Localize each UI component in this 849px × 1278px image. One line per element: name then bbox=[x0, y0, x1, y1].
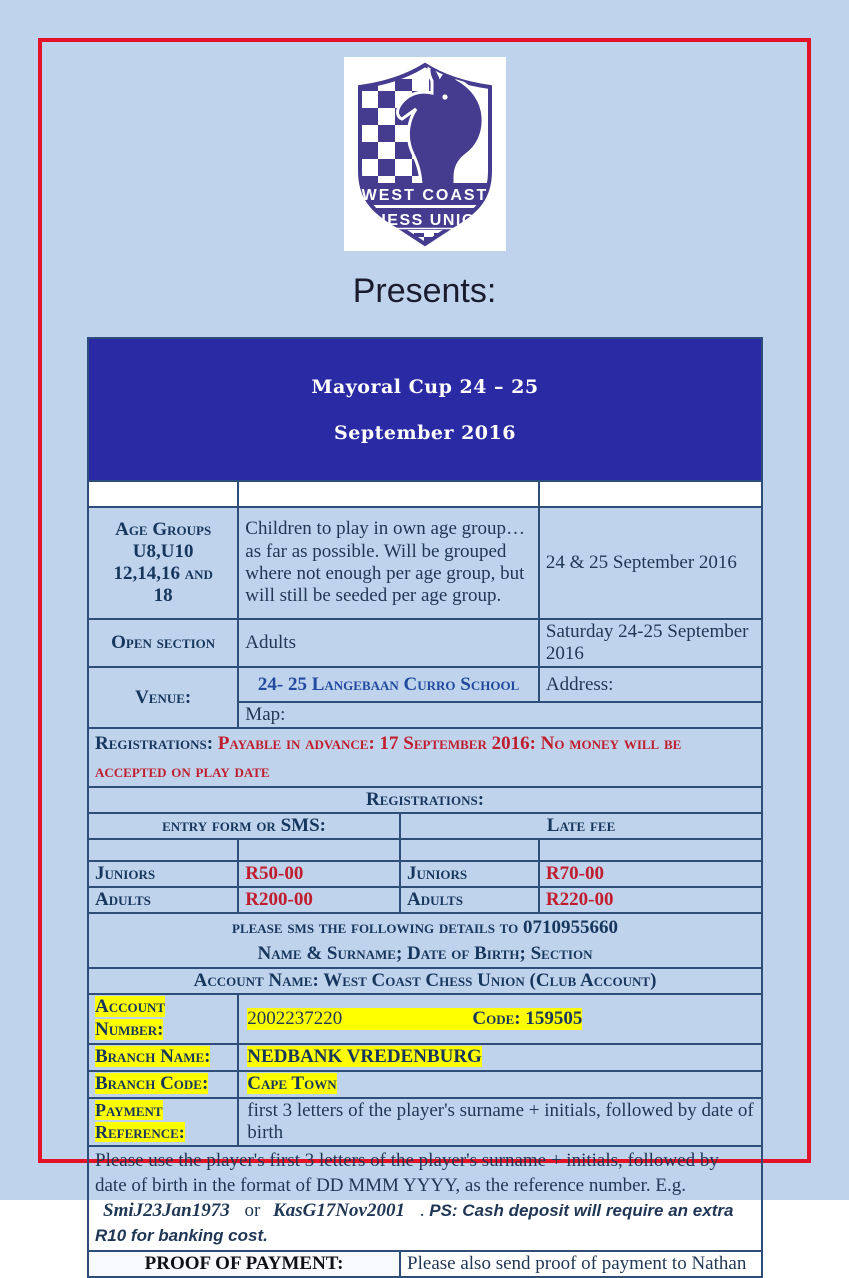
adults-early-fee: R200-00 bbox=[238, 887, 400, 913]
registration-notice bbox=[88, 728, 762, 787]
title-line1: Mayoral Cup 24 – 25 bbox=[311, 375, 539, 398]
account-code: Code: 159505 bbox=[472, 1008, 583, 1030]
branch-name-value: NEDBANK VREDENBURG bbox=[238, 1044, 762, 1071]
fee-empty-cell-1 bbox=[88, 839, 238, 861]
registration-notice-text: Payable in advance: 17 September 2016: No money will be accepted on play date bbox=[95, 733, 682, 782]
logo-text-line2: CHESS UNION bbox=[361, 212, 489, 229]
sms-instruction-line1: please sms the following details to 0710955660 bbox=[232, 917, 618, 939]
note-part3: . bbox=[419, 1200, 430, 1222]
entry-form-column-header: entry form or SMS: bbox=[88, 813, 400, 839]
knight-eye bbox=[442, 94, 447, 99]
venue-label: Venue: bbox=[88, 667, 238, 728]
tournament-table bbox=[87, 337, 763, 1278]
juniors-early-label: Juniors bbox=[88, 861, 238, 887]
juniors-late-label: Juniors bbox=[400, 861, 539, 887]
logo-shield-icon bbox=[344, 57, 506, 251]
adults-early-label: Adults bbox=[88, 887, 238, 913]
open-section-date: Saturday 24-25 September 2016 bbox=[539, 619, 762, 667]
proof-of-payment-text: Please also send proof of payment to Nathan bbox=[400, 1251, 762, 1277]
age-groups-label: Age Groups U8,U10 12,14,16 and 18 bbox=[88, 507, 238, 619]
presents-text: Presents: bbox=[352, 272, 497, 310]
account-number-value: 2002237220 bbox=[247, 1008, 343, 1030]
map-label: Map: bbox=[238, 702, 762, 728]
branch-name-label: Branch Name: bbox=[88, 1044, 238, 1071]
account-number-highlight bbox=[247, 1008, 582, 1030]
account-number-label: Account Number: bbox=[88, 994, 238, 1044]
proof-of-payment-label: PROOF OF PAYMENT: bbox=[88, 1251, 400, 1277]
fee-empty-cell-4 bbox=[539, 839, 762, 861]
reference-note bbox=[88, 1146, 762, 1251]
adults-late-fee: R220-00 bbox=[539, 887, 762, 913]
header-empty-cell-1 bbox=[88, 481, 238, 507]
sms-instructions bbox=[88, 913, 762, 968]
header-empty-cell-2 bbox=[238, 481, 539, 507]
adults-late-label: Adults bbox=[400, 887, 539, 913]
chess-union-logo bbox=[344, 57, 506, 251]
account-number-cell bbox=[238, 994, 762, 1044]
sms-instruction-line2: Name & Surname; Date of Birth; Section bbox=[257, 942, 593, 964]
note-ps: PS: Cash deposit will require an extra R10 for banking cost. bbox=[95, 1201, 734, 1246]
title-line2: September 2016 bbox=[334, 421, 516, 444]
account-name: Account Name: West Coast Chess Union (Club Account) bbox=[88, 968, 762, 994]
fee-empty-cell-3 bbox=[400, 839, 539, 861]
age-groups-date: 24 & 25 September 2016 bbox=[539, 507, 762, 619]
fee-empty-cell-2 bbox=[238, 839, 400, 861]
note-example1: SmiJ23Jan1973 bbox=[103, 1200, 230, 1222]
header-empty-cell-3 bbox=[539, 481, 762, 507]
open-section-description: Adults bbox=[238, 619, 539, 667]
address-label: Address: bbox=[539, 667, 762, 702]
note-part2: or bbox=[244, 1200, 261, 1222]
late-fee-column-header: Late fee bbox=[400, 813, 762, 839]
payment-reference-label: Payment Reference: bbox=[88, 1098, 238, 1146]
open-section-label: Open section bbox=[88, 619, 238, 667]
branch-code-label: Branch Code: bbox=[88, 1071, 238, 1098]
branch-code-value: Cape Town bbox=[238, 1071, 762, 1098]
juniors-late-fee: R70-00 bbox=[539, 861, 762, 887]
note-part1: Please use the player's first 3 letters of the player's surname + initials, followed by date of birth in the format of DD MMM YYYY, as the reference number. E.g. bbox=[95, 1149, 719, 1196]
logo-text-line1: WEST COAST bbox=[361, 187, 489, 204]
title-banner bbox=[88, 338, 762, 481]
venue-value: 24- 25 Langebaan Curro School bbox=[238, 667, 539, 702]
note-example2: KasG17Nov2001 bbox=[273, 1200, 405, 1222]
juniors-early-fee: R50-00 bbox=[238, 861, 400, 887]
age-groups-description: Children to play in own age group…as far as possible. Will be grouped where not enough per age group, but will still be seeded per age group. bbox=[238, 507, 539, 619]
registration-notice-label: Registrations: bbox=[95, 733, 218, 754]
payment-reference-value: first 3 letters of the player's surname + initials, followed by date of birth bbox=[238, 1098, 762, 1146]
registrations-header: Registrations: bbox=[88, 787, 762, 813]
